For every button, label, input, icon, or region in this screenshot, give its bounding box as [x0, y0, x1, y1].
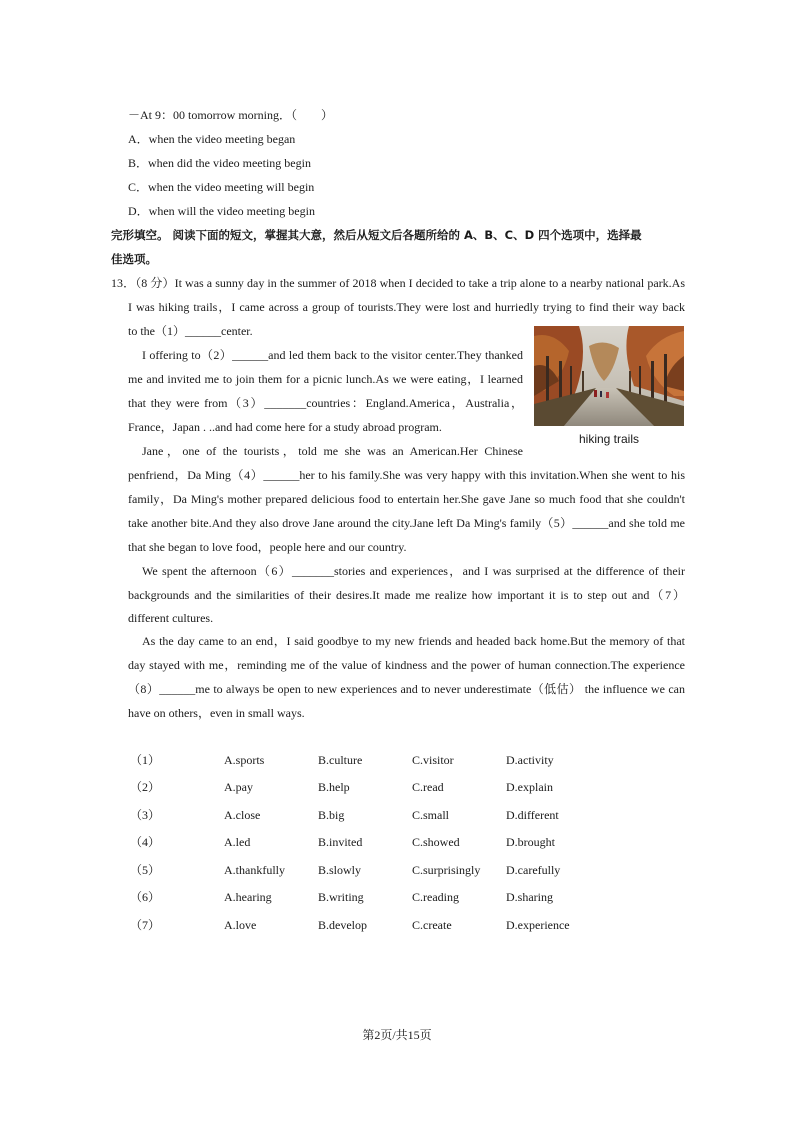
option-a: A.close	[224, 808, 261, 822]
option-d: D.carefully	[506, 863, 561, 877]
blank-number: （7）	[130, 918, 161, 932]
passage-line: France，Japan . ..and had come here for a study abroad program.	[128, 420, 442, 434]
option-b: B.invited	[318, 835, 363, 849]
option-d: D.activity	[506, 753, 554, 767]
passage-line: that she began to love food，people here and our country.	[128, 540, 407, 554]
passage-line: day stayed with me，reminding me of the value of kindness and the power of human connection.The experience	[128, 658, 685, 672]
option-b: B.slowly	[318, 863, 362, 877]
passage-line: 13．（8 分）It was a sunny day in the summer of 2018 when I decided to take a trip alone to a nearby national park.As	[111, 276, 685, 290]
option-d: D.different	[506, 808, 559, 822]
passage-line: We spent the afternoon（6）_______stories and experiences，and I was surprised at the difference of their	[142, 564, 685, 578]
q12-option-d: D．when will the video meeting begin	[128, 204, 315, 218]
passage-line: family，Da Ming's mother prepared delicious food to entertain her.She gave Jane so much food that she couldn't	[128, 492, 685, 506]
passage-line: I was hiking trails，I came across a group of tourists.They were lost and hurriedly trying to find their way back	[128, 300, 685, 314]
page-number: 第2页/共15页	[362, 1028, 432, 1042]
option-c: C.showed	[412, 835, 460, 849]
option-a: A.sports	[224, 753, 265, 767]
passage-line: Jane，one of the tourists，told me she was an American.Her Chinese	[142, 444, 523, 458]
option-d: D.sharing	[506, 890, 553, 904]
option-c: C.visitor	[412, 753, 454, 767]
option-c: C.reading	[412, 890, 459, 904]
blank-number: （5）	[130, 863, 161, 877]
passage-line: take another bite.And they also drove Jane around the city.Jane left Da Ming's family（5）______and she told me	[128, 516, 685, 530]
q12-option-c: C．when the video meeting will begin	[128, 180, 315, 194]
section-instruction-line2: 佳选项。	[111, 252, 157, 266]
blank-number: （4）	[130, 835, 161, 849]
q12-option-a: A．when the video meeting began	[128, 132, 296, 146]
option-b: B.culture	[318, 753, 363, 767]
passage-line: backgrounds and the similarities of their desires.It made me realize how important it is to step out and（7）	[128, 588, 685, 602]
passage-line: penfriend，Da Ming（4）______her to his family.She was very happy with this invitation.When she went to his	[128, 468, 685, 482]
option-c: C.create	[412, 918, 452, 932]
option-a: A.thankfully	[224, 863, 285, 877]
option-a: A.love	[224, 918, 257, 932]
passage-line: that they were from（3）_______countries：England.America，Australia，	[128, 396, 523, 410]
option-c: C.small	[412, 808, 450, 822]
option-b: B.big	[318, 808, 345, 822]
photo-caption: hiking trails	[578, 432, 640, 446]
option-c: C.surprisingly	[412, 863, 481, 877]
passage-line: As the day came to an end，I said goodbye to my new friends and headed back home.But the memory of that	[142, 634, 685, 648]
passage-line: me and invited me to join them for a picnic lunch.As we were eating，I learned	[128, 372, 523, 386]
option-b: B.writing	[318, 890, 364, 904]
section-instruction-line1: 完形填空。 阅读下面的短文，掌握其大意，然后从短文后各题所给的 A、B、C、D 四个选项中，选择最	[111, 228, 642, 242]
option-c: C.read	[412, 780, 444, 794]
passage-line: （8）______me to always be open to new experiences and to never underestimate（低估） the influence we can	[128, 682, 685, 696]
passage-line: I offering to（2）______and led them back to the visitor center.They thanked	[142, 348, 523, 362]
option-a: A.pay	[224, 780, 253, 794]
option-d: D.explain	[506, 780, 553, 794]
blank-number: （6）	[130, 890, 161, 904]
blank-number: （3）	[130, 808, 161, 822]
blank-number: （2）	[130, 780, 161, 794]
option-d: D.experience	[506, 918, 570, 932]
passage-line: to the（1）______center.	[128, 324, 253, 338]
option-b: B.help	[318, 780, 350, 794]
option-d: D.brought	[506, 835, 555, 849]
option-a: A.led	[224, 835, 251, 849]
q12-answer-line: －At 9：00 tomorrow morning．（ ）	[128, 108, 333, 122]
blank-number: （1）	[130, 753, 161, 767]
option-a: A.hearing	[224, 890, 272, 904]
hiking-trails-photo	[534, 326, 684, 426]
passage-line: different cultures.	[128, 611, 214, 625]
q12-option-b: B．when did the video meeting begin	[128, 156, 311, 170]
option-b: B.develop	[318, 918, 367, 932]
passage-line: have on others，even in small ways.	[128, 706, 305, 720]
